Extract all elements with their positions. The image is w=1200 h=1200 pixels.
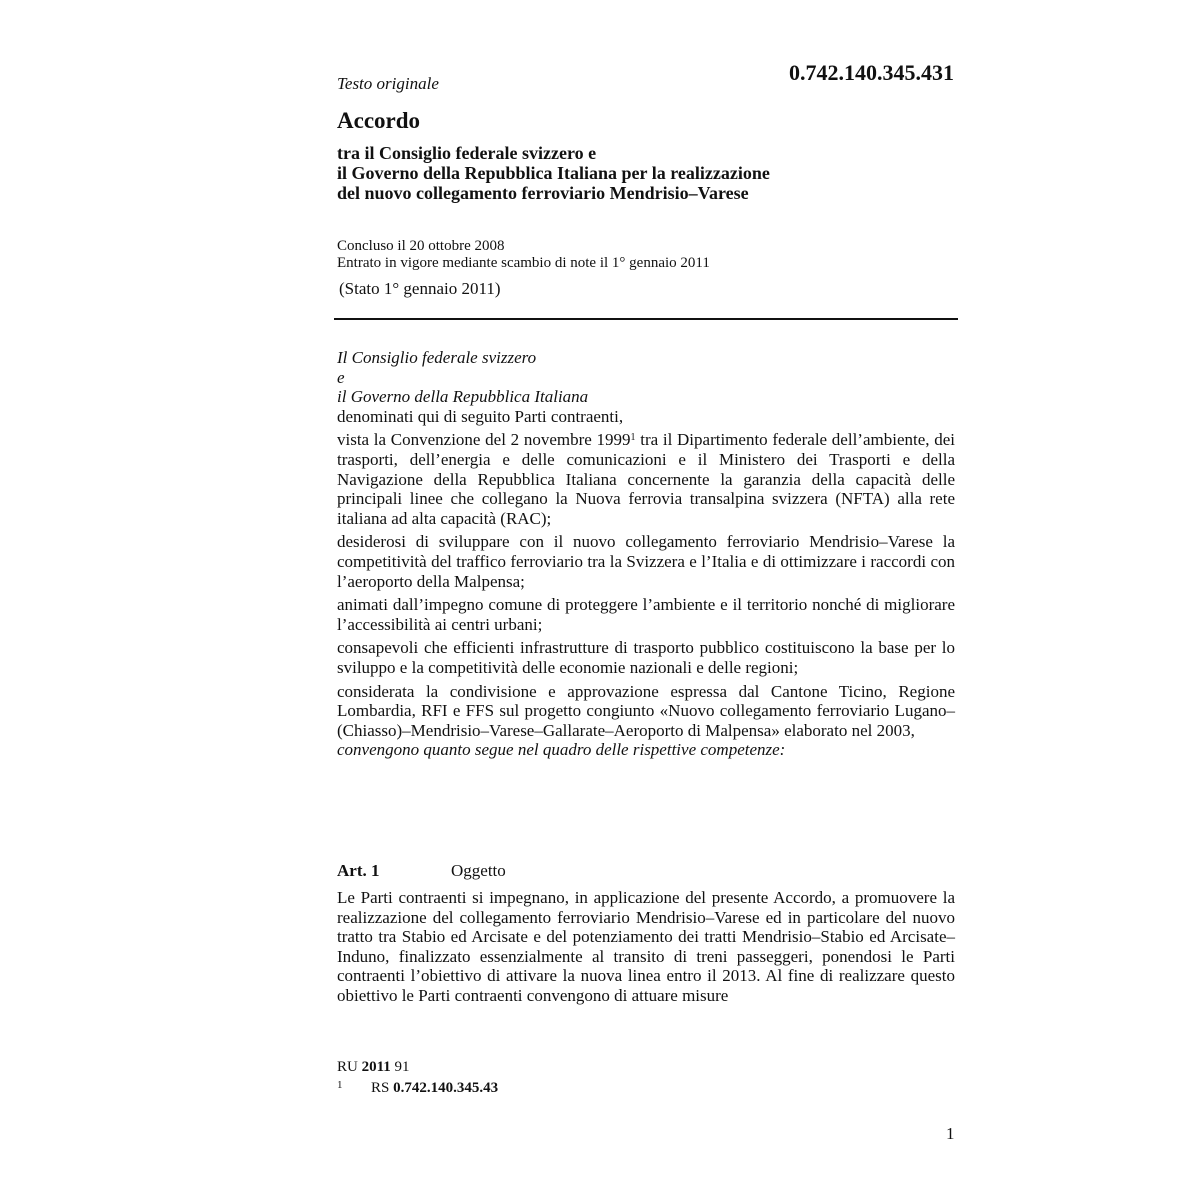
concluded-date: Concluso il 20 ottobre 2008 xyxy=(337,238,505,254)
footnote-marker: 1 xyxy=(337,1079,343,1091)
conjunction: e xyxy=(337,367,345,387)
article-text: Le Parti contraenti si impegnano, in applicazione del presente Accordo, a promuovere la realizzazione del collegamento ferroviario Mendrisio–Varese ed in particolare del nuovo tratto tra Stabio ed Arcisate e del potenziamento dei tratti Mendrisio–Stabio ed Arcisate–Induno, finalizzato essenzialmente al transito di treni passeggeri, ponendosi le Parti contraenti l’obiettivo di attivare la nuova linea entro il 2013. Al fine di realizzare questo obiettivo le Parti contraenti convengono di attuare misure xyxy=(337,888,955,1005)
page-number: 1 xyxy=(946,1124,955,1143)
recital-vista-text-cont: tra il Dipartimento federale dell’ambiente, dei trasporti, dell’energia e delle comunicazioni e il Ministero dei Trasporti e della Navigazione della Repubblica Italiana concernente la garanzia della capacità delle principali linee che collegano la Nuova ferrovia transalpina svizzera (NFTA) alla rete italiana ad alta capacità (RAC); xyxy=(337,430,955,528)
party-swiss: Il Consiglio federale svizzero xyxy=(337,348,537,367)
subtitle-line: del nuovo collegamento ferroviario Mendrisio–Varese xyxy=(337,183,749,203)
header-divider xyxy=(334,318,958,320)
article-heading xyxy=(337,861,506,881)
footnote-sr-link[interactable]: 0.742.140.345.43 xyxy=(393,1080,499,1096)
ru-reference xyxy=(337,1059,410,1076)
denominated-clause: denominati qui di seguito Parti contraenti, xyxy=(337,406,624,426)
recital-desiderosi: desiderosi di sviluppare con il nuovo collegamento ferroviario Mendrisio–Varese la competitività del traffico ferroviario tra la Svizzera e l’Italia e di ottimizzare i raccordi con l’aeroporto della Malpensa; xyxy=(337,532,955,591)
ru-year: 2011 xyxy=(361,1059,391,1075)
document-meta xyxy=(337,238,710,272)
ru-prefix: RU xyxy=(337,1059,362,1075)
article-number: Art. 1 xyxy=(337,861,380,880)
recital-considerata: considerata la condivisione e approvazione espressa dal Cantone Ticino, Regione Lombardia, RFI e FFS sul progetto congiunto «Nuovo collegamento ferroviario Lugano–(Chiasso)–Mendrisio–Varese–Gallarate–Aeroporto di Malpensa» elaborato nel 2003, xyxy=(337,681,955,740)
ru-page: 91 xyxy=(390,1059,410,1075)
preamble xyxy=(337,348,955,760)
subtitle-line: tra il Consiglio federale svizzero e xyxy=(337,143,597,163)
recital-vista xyxy=(337,430,955,528)
article-body xyxy=(337,888,955,1006)
party-italy: il Governo della Repubblica Italiana xyxy=(337,387,589,407)
document-subtitle xyxy=(337,143,770,203)
recital-consapevoli: consapevoli che efficienti infrastrutture di trasporto pubblico costituiscono la base per lo sviluppo e la competitività delle economie nazionali e delle regioni; xyxy=(337,638,955,677)
sr-number: 0.742.140.345.431 xyxy=(789,60,954,85)
recital-vista-text: vista la Convenzione del 2 novembre 1999 xyxy=(337,430,631,450)
recital-animati: animati dall’impegno comune di proteggere l’ambiente e il territorio nonché di migliorare l’accessibilità ai centri urbani; xyxy=(337,595,955,634)
status-date: (Stato 1° gennaio 2011) xyxy=(339,279,501,298)
in-force-date: Entrato in vigore mediante scambio di note il 1° gennaio 2011 xyxy=(337,255,710,271)
agreement-clause: convengono quanto segue nel quadro delle rispettive competenze: xyxy=(337,740,786,760)
original-text-label: Testo originale xyxy=(337,74,439,93)
article-title: Oggetto xyxy=(451,861,506,880)
footnote-prefix: RS xyxy=(371,1080,394,1096)
document-title: Accordo xyxy=(337,108,421,133)
subtitle-line: il Governo della Repubblica Italiana per la realizzazione xyxy=(337,163,770,183)
footnote-reference[interactable]: 1 xyxy=(630,432,636,444)
footnote xyxy=(337,1079,498,1097)
